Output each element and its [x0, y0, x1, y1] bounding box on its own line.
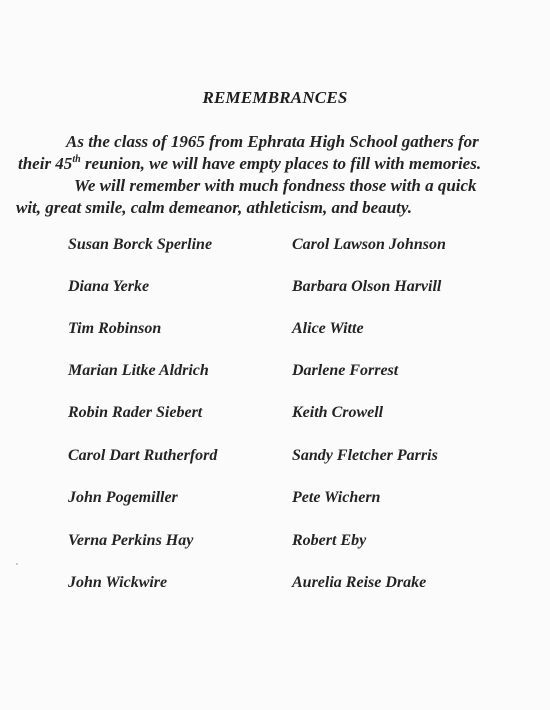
name-right: Barbara Olson Harvill — [292, 278, 442, 295]
intro-line-4: wit, great smile, calm demeanor, athleticism, and beauty. — [16, 198, 413, 217]
name-right: Alice Witte — [292, 320, 364, 337]
name-left: Carol Dart Rutherford — [68, 447, 218, 464]
list-item — [0, 320, 550, 344]
intro-line-1: As the class of 1965 from Ephrata High School gathers for — [66, 132, 479, 151]
list-item — [0, 489, 550, 513]
name-right: Darlene Forrest — [292, 362, 399, 379]
list-item — [0, 362, 550, 386]
name-left: Marian Litke Aldrich — [68, 362, 209, 379]
ordinal-suffix: th — [72, 154, 81, 165]
intro-line-3: We will remember with much fondness those with a quick — [74, 176, 477, 195]
name-left: Verna Perkins Hay — [68, 532, 194, 549]
list-item — [0, 404, 550, 428]
list-item — [0, 574, 550, 598]
name-right: Keith Crowell — [292, 404, 384, 421]
list-item — [0, 532, 550, 556]
name-left: Susan Borck Sperline — [68, 236, 213, 253]
intro-line-2-end: reunion, we will have empty places to fill with memories. — [80, 154, 482, 173]
name-right: Carol Lawson Johnson — [292, 236, 446, 253]
intro-line-2 — [18, 152, 481, 176]
name-right: Sandy Fletcher Parris — [292, 447, 438, 464]
name-left: Tim Robinson — [68, 320, 162, 337]
name-right: Aurelia Reise Drake — [292, 574, 427, 591]
name-right: Robert Eby — [292, 532, 367, 549]
list-item — [0, 236, 550, 260]
intro-line-2-start: their 45 — [18, 154, 73, 173]
scan-speck — [16, 563, 18, 565]
list-item — [0, 278, 550, 302]
name-left: John Pogemiller — [68, 489, 178, 506]
name-left: John Wickwire — [68, 574, 168, 591]
list-item — [0, 447, 550, 471]
name-left: Robin Rader Siebert — [68, 404, 203, 421]
name-right: Pete Wichern — [292, 489, 381, 506]
name-left: Diana Yerke — [68, 278, 150, 295]
page-title: REMEMBRANCES — [202, 88, 348, 107]
